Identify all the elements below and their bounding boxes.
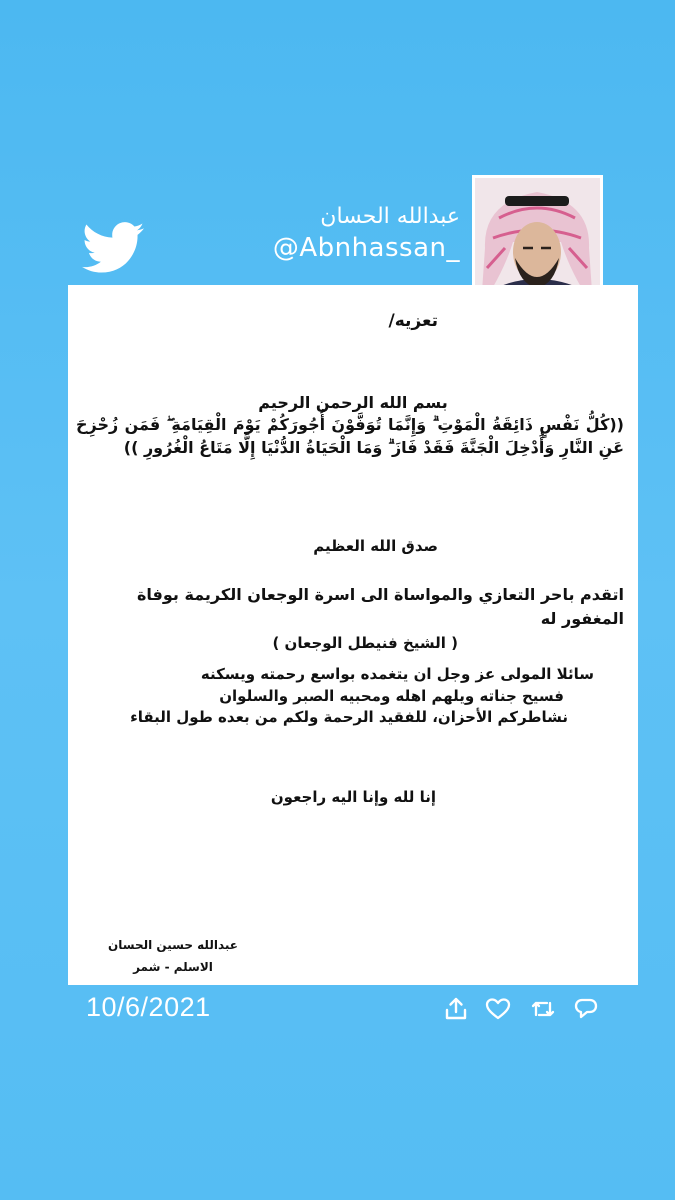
sadaq-line: صدق الله العظيم — [313, 537, 438, 555]
basmala: بسم الله الرحمن الرحيم — [258, 393, 448, 412]
prayer-line-1: سائلا المولى عز وجل ان يتغمده بواسع رحمته ويسكنه — [200, 665, 594, 683]
quran-verse: ((كُلُّ نَفْسٍ ذَائِقَةُ الْمَوْتِ ۗ وَإِنَّمَا تُوَفَّوْنَ أُجُورَكُمْ يَوْمَ الْقِيَامَةِ ۖ فَمَن زُحْزِحَ عَنِ النَّارِ وَأُدْخِلَ الْجَنَّةَ فَقَدْ فَازَ ۗ وَمَا الْحَيَاةُ الدُّنْيَا إِلَّا مَتَاعُ الْغُرُورِ )) — [76, 415, 624, 457]
share-icon[interactable] — [442, 995, 470, 1023]
closing-line: إنا لله وإنا اليه راجعون — [270, 788, 436, 806]
condolence-text: اتقدم باحر التعازي والمواساة الى اسرة الوجعان الكريمة بوفاة المغفور له — [136, 585, 624, 628]
message-title: تعزيه/ — [388, 311, 438, 331]
signature-name: عبدالله حسين الحسان — [108, 938, 238, 952]
condolence-card — [68, 285, 638, 985]
deceased-name: ( الشيخ فنيطل الوجعان ) — [272, 634, 458, 652]
heart-icon[interactable] — [484, 995, 512, 1023]
reply-icon[interactable] — [572, 995, 600, 1023]
profile-handle[interactable]: @Abnhassan_ — [272, 233, 460, 263]
retweet-icon[interactable] — [529, 995, 557, 1023]
tweet-date: 10/6/2021 — [86, 992, 211, 1022]
profile-name[interactable]: عبدالله الحسان — [320, 204, 460, 229]
prayer-line-3: نشاطركم الأحزان، للفقيد الرحمة ولكم من بعده طول البقاء — [130, 708, 568, 726]
twitter-bird-icon — [82, 222, 144, 274]
signature-place: الاسلم - شمر — [133, 960, 213, 974]
prayer-line-2: فسيح جناته ويلهم اهله ومحبيه الصبر والسلوان — [219, 687, 564, 705]
